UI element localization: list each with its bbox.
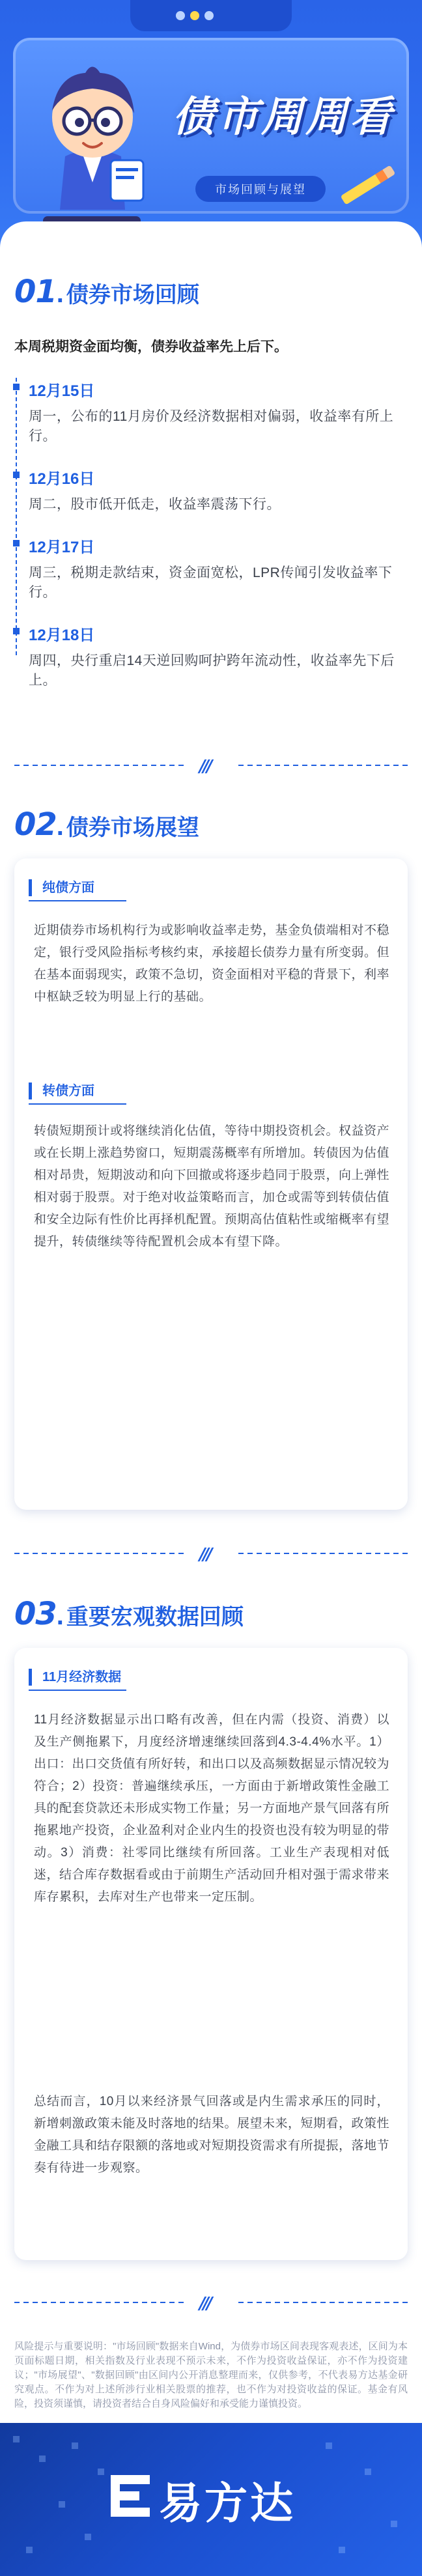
card-tag-november-data: 11月经济数据 bbox=[29, 1669, 121, 1686]
timeline-item bbox=[14, 622, 408, 690]
company-logo-icon bbox=[111, 2475, 150, 2517]
pure-bond-text: 近期债券市场机构行为或影响收益率走势，基金负债端相对不稳定，银行受风险指标考核约束，承接超长债券力量有所变弱。但在基本面弱现实，政策不急切，资金面相对平稳的背景下，利率中枢缺乏较为明显上行的基础。 bbox=[34, 924, 390, 1004]
outlook-card bbox=[14, 858, 408, 1510]
risk-disclaimer: 风险提示与重要说明："市场回顾"数据来自Wind，为债券市场区间表现客观表述，区间为本页面标题日期，相关指数及行业表现不预示未来，不作为投资收益保证，亦不作为投资建议；"市场展望"、"数据回顾"由区间内公开消息整理而来，仅供参考，不代表易方达基金研究观点。不作为对上述所涉行业相关股票的推荐，也不作为对投资收益的保证。基金有风险，投资须谨慎，请投资者结合自身风险偏好和承受能力谨慎投资。 bbox=[14, 2341, 408, 2409]
section-heading-outlook: 02 . 债券市场展望 bbox=[14, 806, 199, 843]
timeline-item bbox=[14, 534, 408, 602]
banner-tab bbox=[130, 0, 292, 31]
slash-icon: /// bbox=[199, 1545, 210, 1564]
section-divider bbox=[14, 756, 408, 775]
section-title: 重要宏观数据回顾 bbox=[66, 1605, 244, 1630]
section-number: 03 bbox=[14, 1596, 57, 1632]
macro-paragraph-1: 11月经济数据显示出口略有改善，但在内需（投资、消费）以及生产侧拖累下，月度经济增速继续回落到4.3-4.4%水平。1）出口：出口交货值有所好转，和出口以及高频数据显示情况较为符合；2）投资：普遍继续承压，一方面由于新增政策性金融工具的配套贷款还未形成实物工作量；另一方面地产景气回落有所拖累地产投资，企业盈利对企业内生的投资也没有较为明显的带动。3）消费：社零同比继续有所回落。工业生产表现相对低迷，结合库存数据看或由于前期生产活动回升相对强于需求带来库存累积，去库对生产也带来一定压制。 bbox=[34, 1713, 390, 1904]
timeline-text: 周三，税期走款结束，资金面宽松，LPR传闻引发收益率下行。 bbox=[29, 565, 393, 600]
macro-paragraph-2: 总结而言，10月以来经济景气回落或是内生需求承压的同时，新增刺激政策未能及时落地的结果。展望未来，短期看，政策性金融工具和结存限额的落地或对短期投资需求有所提振，落地节奏有待进一步观察。 bbox=[34, 2095, 390, 2175]
section-heading-review: 01 . 债券市场回顾 bbox=[14, 274, 199, 310]
section-title: 债券市场展望 bbox=[66, 815, 199, 840]
section-divider bbox=[14, 1544, 408, 1563]
convertible-text: 转债短期预计或将继续消化估值，等待中期投资机会。权益资产或在长期上涨趋势窗口，短期震荡概率有所增加。转债因为估值相对昂贵，短期波动和向下回撤或将逐步趋同于股票，向上弹性相对弱于股票。对于绝对收益策略而言，加仓或需等到转债估值和安全边际有性价比再择机配置。预期高估值粘性或缩概率有望提升，转债继续等待配置机会成本有望下降。 bbox=[34, 1124, 390, 1249]
footer-banner bbox=[0, 2423, 422, 2576]
timeline-date: 12月17日 bbox=[29, 539, 95, 556]
company-brand: 易方达 bbox=[159, 2479, 296, 2527]
card-tag-pure-bond: 纯债方面 bbox=[29, 879, 94, 896]
timeline-text: 周二，股市低开低走，收益率震荡下行。 bbox=[29, 497, 281, 512]
slash-icon: /// bbox=[199, 2294, 210, 2314]
timeline-item bbox=[14, 466, 408, 515]
card-tag-convertible: 转债方面 bbox=[29, 1083, 94, 1099]
banner-subtitle: 市场回顾与展望 bbox=[195, 176, 326, 202]
timeline-text: 周四，央行重启14天逆回购呵护跨年流动性，收益率先下后上。 bbox=[29, 653, 395, 688]
timeline-date: 12月16日 bbox=[29, 470, 95, 488]
section-title: 债券市场回顾 bbox=[66, 283, 199, 307]
section-number: 02 bbox=[14, 806, 57, 843]
banner-bottom-band bbox=[0, 221, 422, 255]
section-lead: 本周税期资金面均衡，债券收益率先上后下。 bbox=[14, 339, 288, 354]
section-heading-macro: 03 . 重要宏观数据回顾 bbox=[14, 1596, 244, 1632]
timeline-date: 12月15日 bbox=[29, 382, 95, 400]
macro-card bbox=[14, 1648, 408, 2260]
section-number: 01 bbox=[14, 274, 57, 310]
timeline bbox=[14, 378, 408, 710]
header-banner bbox=[0, 0, 422, 255]
slash-icon: /// bbox=[199, 757, 210, 776]
banner-title: 债市周周看 bbox=[173, 93, 394, 141]
mascot-illustration bbox=[20, 46, 169, 241]
banner-dots bbox=[176, 11, 214, 20]
timeline-date: 12月18日 bbox=[29, 627, 95, 644]
timeline-text: 周一，公布的11月房价及经济数据相对偏弱，收益率有所上行。 bbox=[29, 409, 394, 444]
section-divider bbox=[14, 2293, 408, 2312]
timeline-item bbox=[14, 378, 408, 446]
